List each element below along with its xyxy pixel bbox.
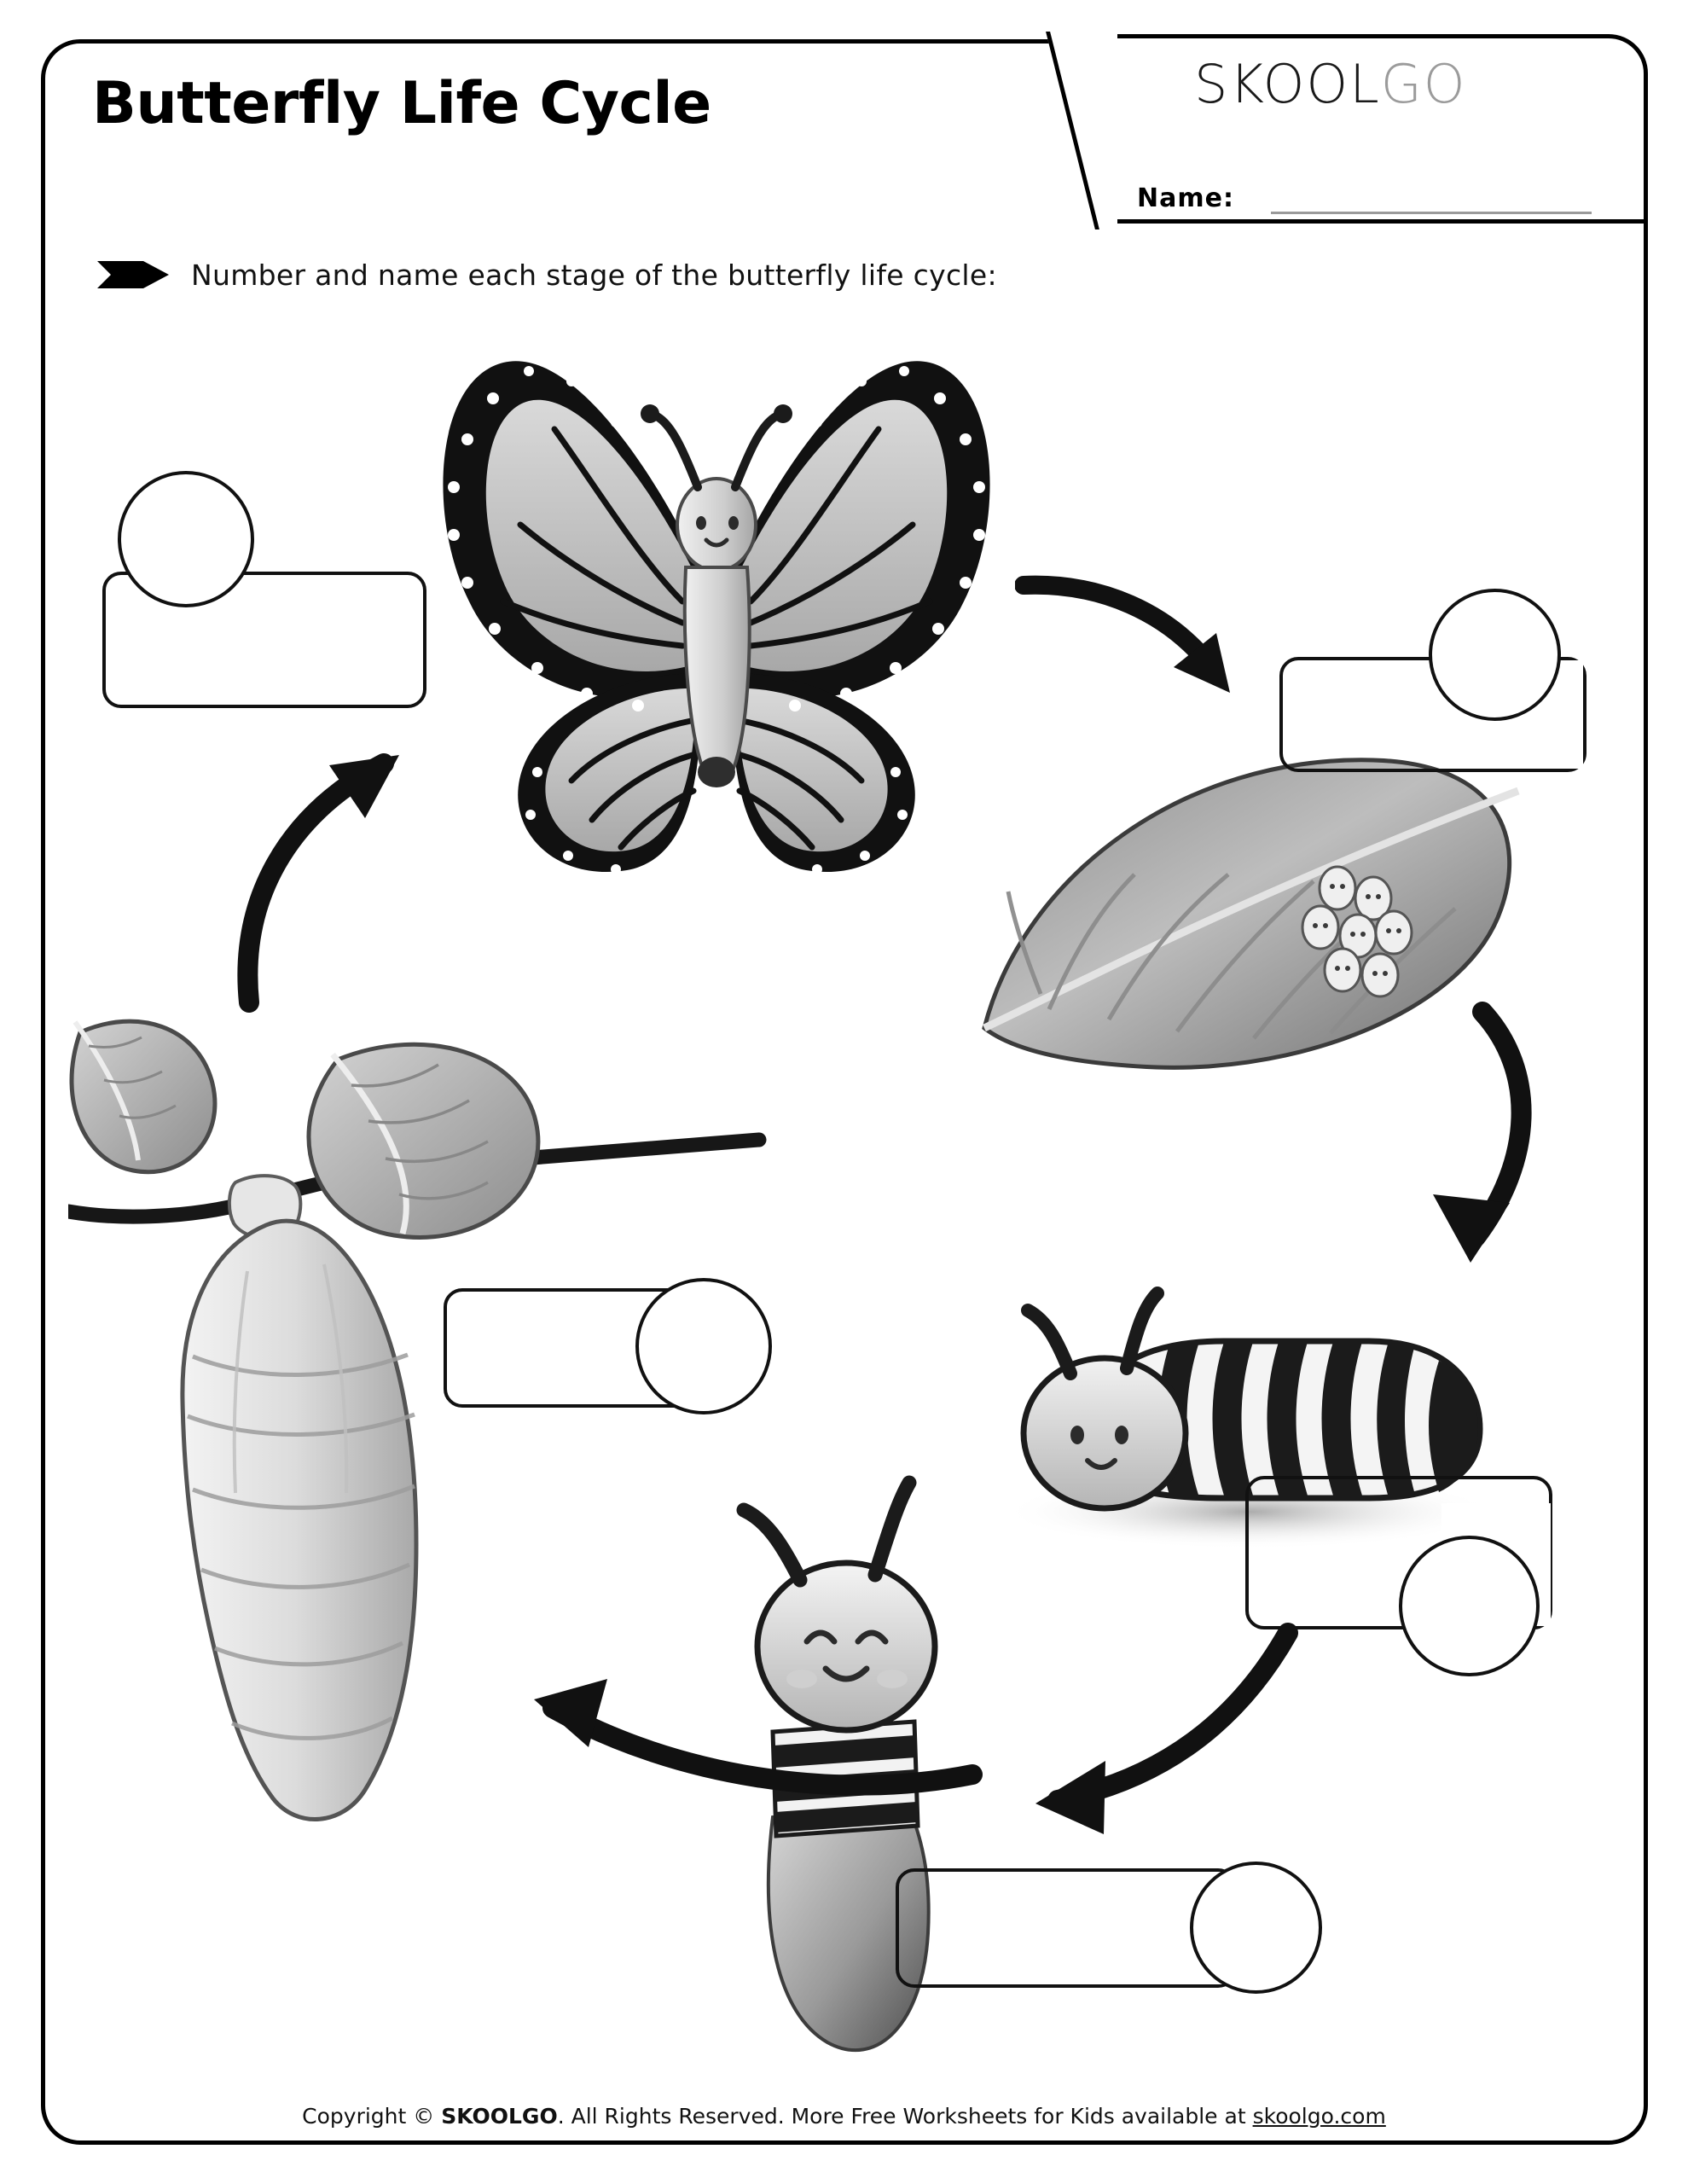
footer-site-link[interactable]: skoolgo.com — [1252, 2104, 1386, 2129]
slot-eggs-number-circle[interactable] — [1429, 589, 1561, 721]
name-input-line[interactable] — [1271, 212, 1592, 214]
brand-logo — [1194, 53, 1467, 115]
slot-eggs[interactable] — [1262, 572, 1621, 810]
slot-caterpillar-number-circle[interactable] — [1399, 1536, 1540, 1676]
slot-chrysalis[interactable] — [435, 1263, 844, 1433]
chrysalis-on-branch-illustration — [68, 1015, 785, 1988]
slot-larva-number-circle[interactable] — [1190, 1862, 1322, 1994]
name-label: Name: — [1137, 183, 1234, 213]
butterfly-illustration — [401, 320, 1032, 874]
slot-larva[interactable] — [887, 1834, 1365, 2030]
footer-brand: SKOOLGO — [441, 2104, 558, 2129]
arrow-eggs-to-caterpillar — [1382, 998, 1569, 1314]
arrow-larva-to-chrysalis — [461, 1647, 989, 1817]
instruction-text: Number and name each stage of the butterfly life cycle: — [191, 258, 997, 292]
footer-copyright: Copyright © — [302, 2104, 442, 2129]
slot-butterfly-number-circle[interactable] — [118, 471, 254, 607]
slot-chrysalis-number-circle[interactable] — [635, 1278, 772, 1414]
arrow-chrysalis-to-butterfly — [222, 729, 478, 1019]
footer — [0, 2104, 1688, 2129]
slot-butterfly[interactable] — [94, 461, 452, 734]
brand-logo-secondary: GO — [1380, 53, 1467, 115]
arrow-butterfly-to-eggs — [1015, 563, 1271, 751]
slot-caterpillar[interactable] — [1228, 1450, 1621, 1723]
arrow-bullet-icon — [96, 256, 171, 293]
footer-text: . All Rights Reserved. More Free Worksheets for Kids available at — [557, 2104, 1253, 2129]
instruction-row — [96, 256, 997, 293]
brand-logo-primary: SKOOL — [1194, 53, 1381, 115]
page-title: Butterfly Life Cycle — [92, 70, 711, 137]
worksheet-header — [0, 0, 1688, 230]
